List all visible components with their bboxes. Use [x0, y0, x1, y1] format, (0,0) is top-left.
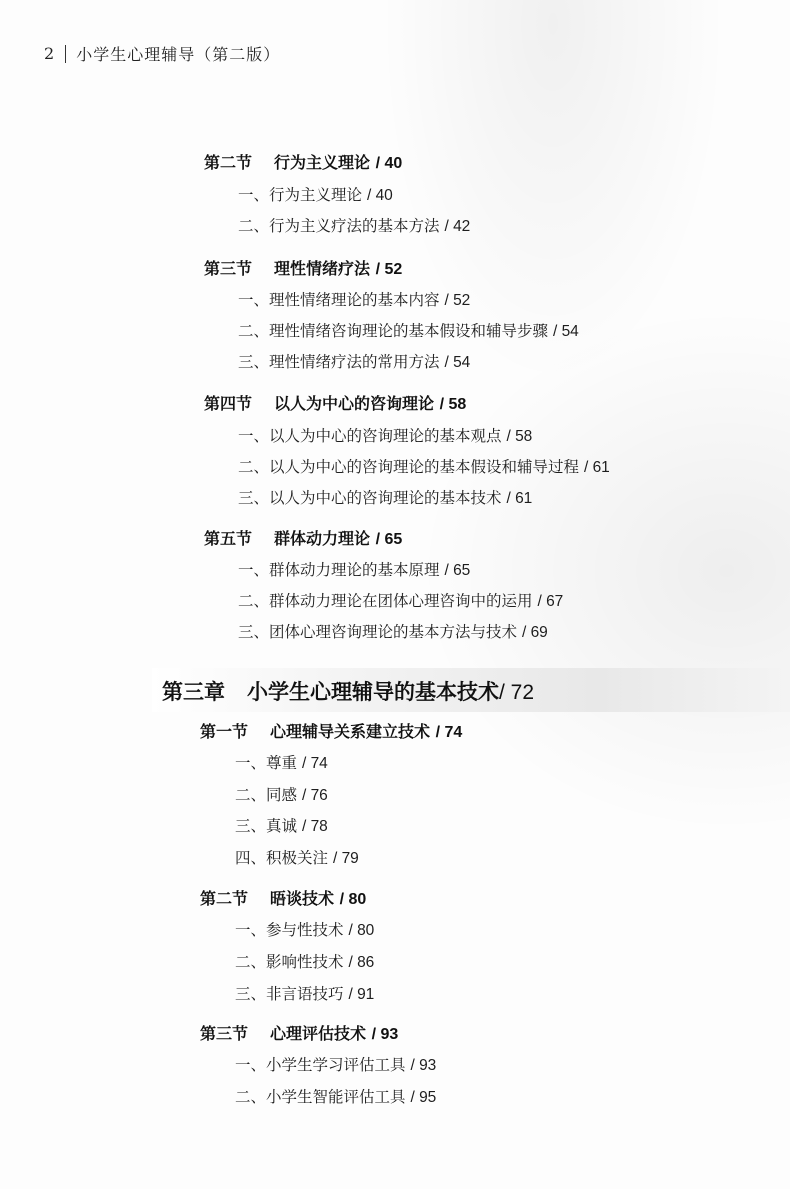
item-title: 一、尊重: [235, 754, 298, 772]
page-ref: / 93: [371, 1026, 399, 1043]
item-title: 三、以人为中心的咨询理论的基本技术: [238, 489, 502, 507]
section-number: 第三节: [200, 1024, 249, 1043]
page-ref: / 80: [348, 922, 375, 939]
page-ref: / 42: [444, 218, 471, 235]
section-title: 心理评估技术: [270, 1024, 367, 1043]
section-number: 第四节: [204, 394, 253, 413]
toc-item[interactable]: [238, 183, 393, 205]
page-ref: / 58: [439, 396, 467, 413]
section-title: 以人为中心的咨询理论: [274, 394, 435, 413]
page-ref: / 40: [375, 155, 403, 172]
toc-item[interactable]: [238, 424, 532, 446]
item-title: 二、群体动力理论在团体心理咨询中的运用: [238, 592, 533, 610]
section-number: 第二节: [204, 153, 253, 172]
toc-item[interactable]: [235, 1085, 436, 1107]
page-ref: / 74: [301, 755, 328, 772]
toc-item[interactable]: [238, 455, 610, 477]
toc-section[interactable]: [204, 256, 402, 279]
page-ref: / 40: [366, 187, 393, 204]
page-ref: / 86: [348, 954, 375, 971]
page-ref: / 52: [375, 261, 403, 278]
item-title: 二、行为主义疗法的基本方法: [238, 217, 440, 235]
chapter-heading-bar[interactable]: [152, 668, 790, 712]
page-ref: / 58: [506, 428, 533, 445]
toc-item[interactable]: [235, 950, 374, 972]
page-ref: / 61: [583, 459, 610, 476]
page-ref: / 65: [444, 562, 471, 579]
item-title: 二、同感: [235, 786, 298, 804]
page-number: 2: [44, 44, 56, 63]
page-ref: / 54: [444, 354, 471, 371]
page-ref: / 95: [410, 1089, 437, 1106]
toc-item[interactable]: [238, 620, 548, 642]
section-title: 行为主义理论: [274, 153, 371, 172]
toc-item[interactable]: [235, 982, 374, 1004]
page-ref: / 76: [301, 787, 328, 804]
chapter-number: 第三章: [162, 680, 225, 704]
toc-section[interactable]: [204, 526, 402, 549]
section-number: 第五节: [204, 529, 253, 548]
toc-item[interactable]: [238, 319, 579, 341]
toc-item[interactable]: [235, 1053, 436, 1075]
section-number: 第一节: [200, 722, 249, 741]
page-ref: / 65: [375, 531, 403, 548]
section-title: 群体动力理论: [274, 529, 371, 548]
item-title: 四、积极关注: [235, 849, 329, 867]
toc-section[interactable]: [204, 391, 466, 414]
item-title: 二、小学生智能评估工具: [235, 1088, 406, 1106]
toc-item[interactable]: [238, 214, 470, 236]
toc-section[interactable]: [200, 719, 462, 742]
toc-item[interactable]: [235, 814, 328, 836]
page-ref: / 91: [348, 986, 375, 1003]
header-divider: [65, 45, 66, 63]
item-title: 三、理性情绪疗法的常用方法: [238, 353, 440, 371]
toc-item[interactable]: [238, 350, 470, 372]
item-title: 二、理性情绪咨询理论的基本假设和辅导步骤: [238, 322, 549, 340]
item-title: 一、小学生学习评估工具: [235, 1056, 406, 1074]
chapter-heading: [162, 676, 534, 706]
toc-section[interactable]: [204, 150, 402, 173]
chapter-title: 小学生心理辅导的基本技术: [247, 680, 499, 704]
section-title: 心理辅导关系建立技术: [270, 722, 431, 741]
toc-item[interactable]: [235, 751, 328, 773]
book-title: 小学生心理辅导（第二版）: [76, 45, 281, 64]
page-ref: / 78: [301, 818, 328, 835]
toc-item[interactable]: [235, 846, 359, 868]
page-ref: / 79: [332, 850, 359, 867]
page-ref: / 72: [499, 681, 535, 704]
toc-item[interactable]: [238, 486, 532, 508]
toc-item[interactable]: [238, 589, 563, 611]
item-title: 一、参与性技术: [235, 921, 344, 939]
section-number: 第二节: [200, 889, 249, 908]
toc-item[interactable]: [235, 918, 374, 940]
item-title: 三、真诚: [235, 817, 298, 835]
item-title: 二、以人为中心的咨询理论的基本假设和辅导过程: [238, 458, 580, 476]
toc-item[interactable]: [235, 783, 328, 805]
page-ref: / 54: [552, 323, 579, 340]
page-ref: / 52: [444, 292, 471, 309]
page-ref: / 67: [537, 593, 564, 610]
section-number: 第三节: [204, 259, 253, 278]
toc-item[interactable]: [238, 558, 470, 580]
item-title: 三、非言语技巧: [235, 985, 344, 1003]
section-title: 晤谈技术: [270, 889, 335, 908]
item-title: 一、理性情绪理论的基本内容: [238, 291, 440, 309]
item-title: 一、群体动力理论的基本原理: [238, 561, 440, 579]
item-title: 二、影响性技术: [235, 953, 344, 971]
page-ref: / 74: [435, 724, 463, 741]
toc-section[interactable]: [200, 886, 366, 909]
running-header: [44, 42, 280, 65]
item-title: 三、团体心理咨询理论的基本方法与技术: [238, 623, 518, 641]
page-ref: / 69: [521, 624, 548, 641]
toc-section[interactable]: [200, 1021, 398, 1044]
toc-item[interactable]: [238, 288, 470, 310]
item-title: 一、行为主义理论: [238, 186, 363, 204]
page-ref: / 80: [339, 891, 367, 908]
section-title: 理性情绪疗法: [274, 259, 371, 278]
item-title: 一、以人为中心的咨询理论的基本观点: [238, 427, 502, 445]
page-ref: / 93: [410, 1057, 437, 1074]
page-ref: / 61: [506, 490, 533, 507]
